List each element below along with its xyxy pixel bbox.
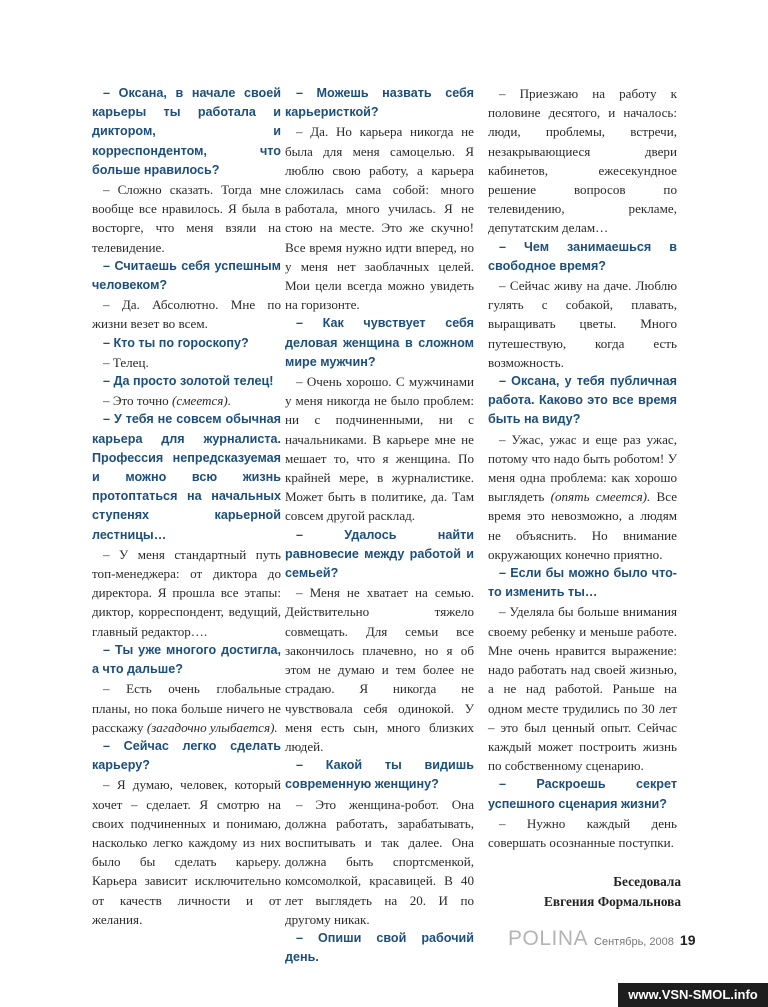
interview-answer	[488, 602, 677, 775]
page-footer	[508, 927, 708, 953]
paragraph-text: – Кто ты по гороскопу?	[103, 335, 249, 350]
interview-question	[488, 775, 677, 813]
paragraph-text: – Я думаю, человек, который хочет – сделает. Я смотрю на своих подчиненных и понимаю, насколько легко каждому из них было бы сделать карьеру. Карьера зависит исключительно от качеств личности и от желания.	[92, 777, 281, 927]
site-watermark: www.VSN-SMOL.info	[618, 983, 768, 1007]
paragraph-text: – Это женщина-робот. Она должна работать, зарабатывать, воспитывать и так далее. Она должна быть спортсменкой, комсомолкой, красавицей. В 40 лет выглядеть на 20. И по другому никак.	[285, 796, 474, 927]
interview-answer	[92, 679, 281, 737]
interview-answer	[488, 84, 677, 238]
paragraph-text: – Меня не хватает на семью. Действительно тяжело совмещать. Для семьи все закончилось плачевно, но я об этом не думаю и тем более не страдаю. Я никогда не чувствовала себя одинокой. У меня есть сын, много близких людей.	[285, 585, 474, 754]
paragraph-text: – Сейчас живу на даче. Люблю гулять с собакой, плавать, выращивать цветы. Много путешествую, когда есть возможность.	[488, 278, 677, 370]
interview-answer	[92, 775, 281, 929]
magazine-logo: POLINA	[508, 927, 589, 950]
interview-question	[285, 526, 474, 584]
interview-question	[488, 564, 677, 602]
paragraph-text: – Ужас, ужас и еще раз ужас, потому что надо быть роботом! У меня одна проблема: как хорошо выглядеть	[488, 431, 677, 505]
stage-direction: (смеется).	[172, 393, 231, 409]
paragraph-text: – Нужно каждый день совершать осознанные поступки.	[488, 815, 677, 850]
interview-question	[92, 372, 281, 391]
paragraph-text: – Опиши свой рабочий день.	[285, 930, 474, 965]
interview-question	[92, 334, 281, 353]
paragraph-text: – Оксана, в начале своей карьеры ты работала и диктором, и корреспондентом, что больше нравилось?	[92, 86, 281, 177]
paragraph-text: – Есть очень глобальные планы, но пока больше ничего не расскажу	[92, 681, 281, 735]
paragraph-text: – Ты уже многого достигла, а что дальше?	[92, 642, 281, 677]
interview-answer	[92, 391, 281, 410]
interview-answer	[92, 353, 281, 372]
interview-question	[488, 372, 677, 430]
interview-answer	[92, 295, 281, 333]
interview-question	[92, 641, 281, 679]
paragraph-text: – Раскроешь секрет успешного сценария жизни?	[488, 777, 677, 811]
paragraph-text: – Оксана, у тебя публичная работа. Каково это все время быть на виду?	[488, 374, 677, 427]
paragraph-text: – Сейчас легко сделать карьеру?	[92, 738, 281, 773]
paragraph-text: – Приезжаю на работу к половине десятого, и началось: люди, проблемы, встречи, незакрывающиеся двери кабинетов, ежесекундное решение вопросов по телевидению, рекламе, депутатским делам…	[488, 86, 677, 236]
paragraph-text: – Чем занимаешься в свободное время?	[488, 239, 677, 273]
interview-answer	[488, 814, 677, 852]
paragraph-text: – Телец.	[103, 354, 149, 370]
interview-question	[92, 84, 281, 180]
paragraph-text: – Уделяла бы больше внимания своему ребенку и меньше работе. Мне очень нравится выражение: надо работать над своей жизнью, а не над работой. Раньше на одном месте трудились по 30 лет – это был ценный опыт. Сейчас каждый может построить жизнь по собственному сценарию.	[488, 604, 677, 774]
article-column-2	[285, 84, 474, 967]
interview-answer	[285, 372, 474, 526]
interview-answer	[488, 276, 677, 372]
paragraph-text: – Да просто золотой телец!	[103, 374, 274, 389]
paragraph-text: – Сложно сказать. Тогда мне вообще все нравилось. Я была в восторге, что меня взяли на телевидение.	[92, 182, 281, 255]
paragraph-text: – У меня стандартный путь топ-менеджера: от диктора до директора. Я прошла все этапы: диктор, корреспондент, ведущий, главный редактор….	[92, 546, 281, 639]
interview-answer	[285, 583, 474, 756]
page-number: 19	[679, 932, 696, 948]
interview-answer	[285, 795, 474, 929]
paragraph-text: – Можешь назвать себя карьеристкой?	[285, 86, 474, 120]
paragraph-text: – Считаешь себя успешным человеком?	[92, 258, 281, 293]
stage-direction: (загадочно улыбается).	[146, 719, 278, 735]
author-signature	[488, 872, 681, 912]
signature-line-1: Беседовала	[613, 874, 681, 889]
interview-question	[285, 929, 474, 967]
paragraph-text: – Да. Абсолютно. Мне по жизни везет во всем.	[92, 297, 281, 332]
interview-question	[92, 410, 281, 544]
paragraph-text: – Это точно	[103, 393, 169, 409]
interview-answer	[92, 180, 281, 257]
interview-question	[92, 257, 281, 295]
signature-line-2: Евгения Формальнова	[544, 894, 681, 909]
paragraph-text: – Как чувствует себя деловая женщина в сложном мире мужчин?	[285, 316, 474, 369]
interview-question	[92, 737, 281, 775]
stage-direction: (опять смеется).	[550, 489, 651, 505]
article-column-1	[92, 84, 281, 929]
interview-answer	[488, 430, 677, 564]
interview-question	[285, 84, 474, 122]
paragraph-text: – Да. Но карьера никогда не была для меня самоцелью. Я люблю свою работу, а карьера сложилась сама собой: много работала, много училась. Я не стою на месте. Это же скучно! Все время нужно идти вперед, но у меня нет заоблачных целей. Мои цели всегда можно увидеть на горизонте.	[285, 124, 474, 313]
interview-question	[488, 238, 677, 276]
paragraph-text: – Очень хорошо. С мужчинами у меня никогда не было проблем: ни с подчиненными, ни с начальниками. В карьере мне не мешает то, что я женщина. По крайней мере, в журналистике. Может быть в политике, да. Там совсем другой расклад.	[285, 374, 474, 524]
paragraph-text: – Если бы можно было что-то изменить ты…	[488, 566, 677, 600]
paragraph-text: – Удалось найти равновесие между работой и семьей?	[285, 527, 474, 581]
interview-question	[285, 314, 474, 372]
issue-date: Сентябрь, 2008	[594, 936, 674, 948]
interview-answer	[92, 545, 281, 641]
interview-question	[285, 756, 474, 794]
paragraph-text-tail: Все время это невозможно, а людям не объяснить. Но внимание окружающих конечно приятно.	[488, 489, 678, 562]
paragraph-text: – Какой ты видишь современную женщину?	[285, 758, 474, 792]
paragraph-text: – У тебя не совсем обычная карьера для журналиста. Профессия непредсказуемая и можно всю жизнь протоптаться на начальных ступенях карьерной лестницы…	[92, 412, 281, 542]
interview-answer	[285, 122, 474, 314]
article-column-3	[488, 84, 677, 852]
